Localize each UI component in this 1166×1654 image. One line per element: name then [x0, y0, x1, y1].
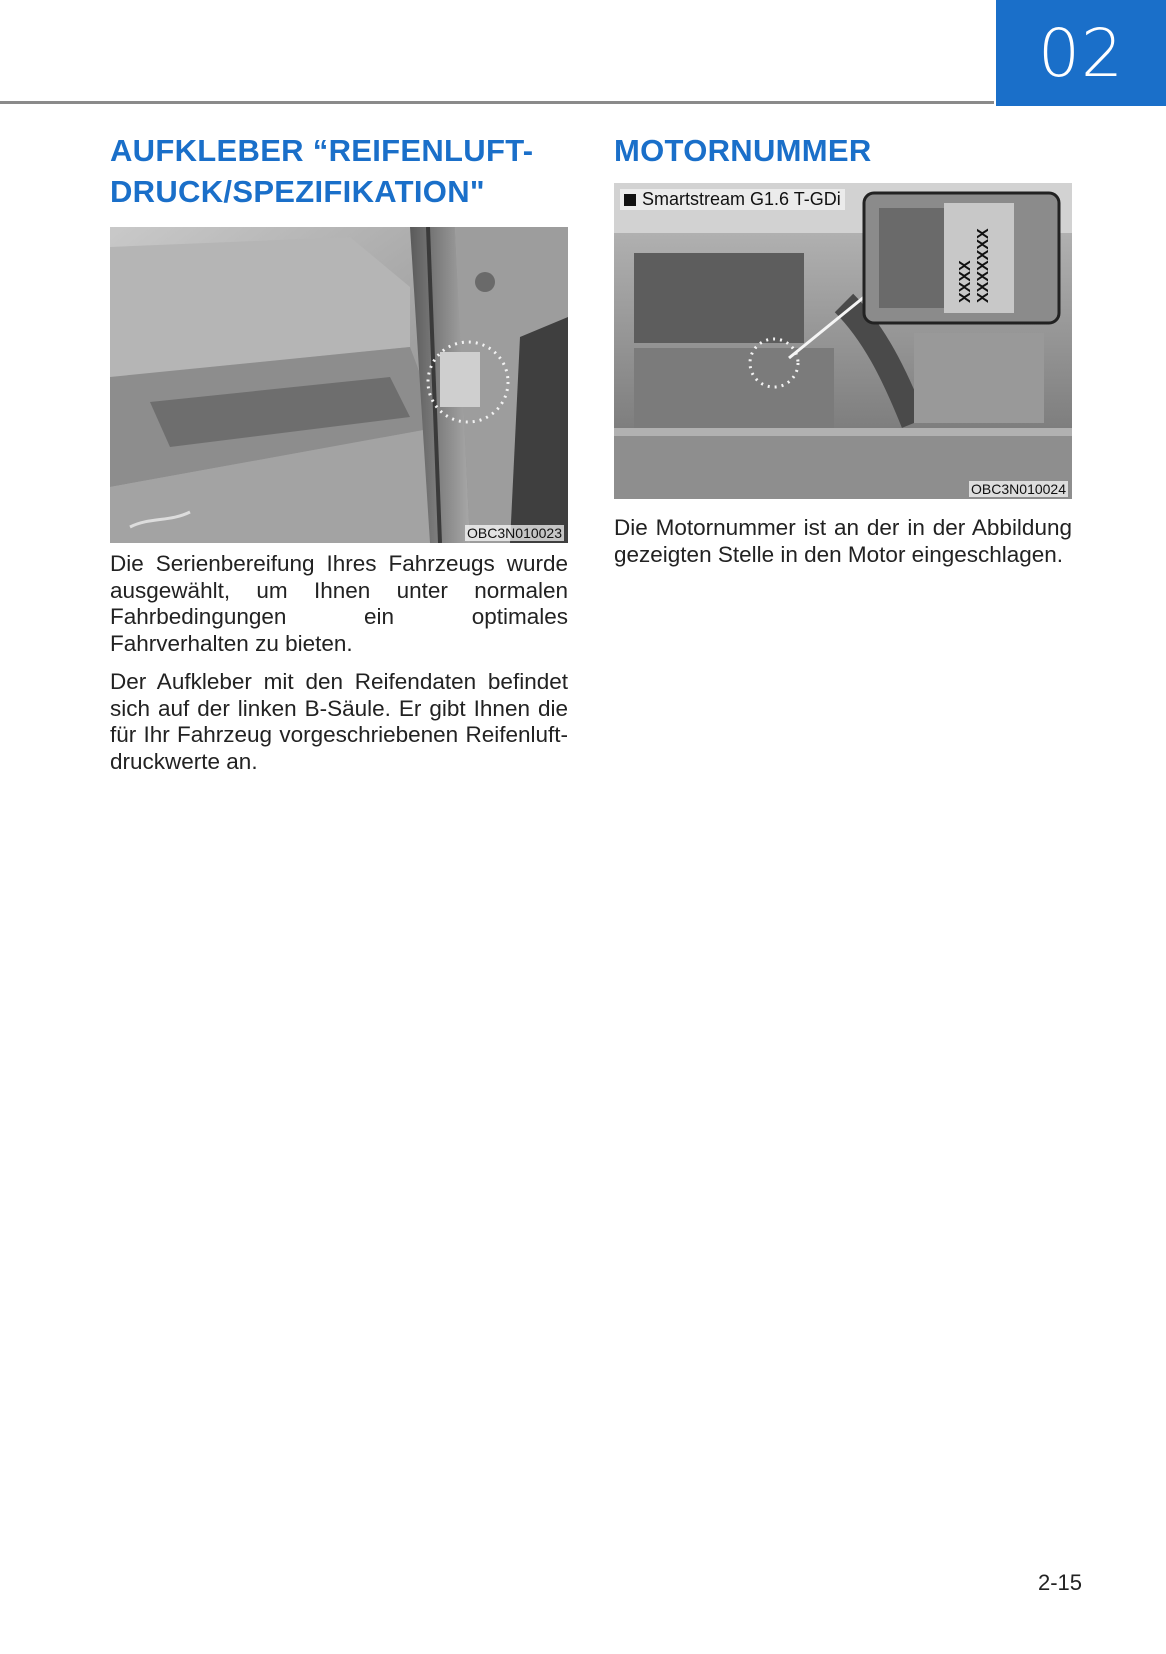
- engine-figure: [614, 183, 1072, 499]
- engine-stamp-line1: XXXX: [957, 260, 974, 303]
- engine-illustration: [614, 183, 1072, 499]
- engine-figure-code: OBC3N010024: [971, 481, 1066, 497]
- tire-paragraph-1: Die Serienbereifung Ihres Fahrzeugs wurde ausgewählt, um Ihnen unter normalen Fahrbedingungen ein optimales Fahrverhalten zu bieten.: [110, 551, 568, 656]
- b-pillar-illustration: [110, 227, 568, 543]
- engine-figure-caption: [620, 189, 845, 210]
- engine-number-body: [614, 515, 1072, 568]
- tire-label-heading-line1: AUFKLEBER “REIFENLUFT-: [110, 133, 534, 168]
- tire-figure-code: OBC3N010023: [467, 525, 562, 541]
- tire-label-heading: [110, 130, 568, 212]
- page-number: 2-15: [1037, 1570, 1082, 1595]
- engine-paragraph: Die Motornummer ist an der in der Abbildung gezeigten Stelle in den Motor eingeschlagen.: [614, 515, 1072, 567]
- engine-stamp-line2: XXXXXXX: [975, 228, 992, 303]
- chapter-tab: [996, 0, 1166, 106]
- header-rule: [0, 101, 994, 104]
- tire-paragraph-2: Der Aufkleber mit den Reifendaten befindet sich auf der linken B-Säule. Er gibt Ihnen die für Ihr Fahrzeug vorgeschriebenen Reifenluft- druckwerte an.: [110, 669, 568, 774]
- tire-label-body: [110, 551, 568, 775]
- tire-label-section: [110, 130, 568, 775]
- engine-number-heading: MOTORNUMMER: [614, 133, 872, 168]
- tire-label-heading-line2: DRUCK/SPEZIFIKATION": [110, 174, 485, 209]
- engine-caption-text: Smartstream G1.6 T-GDi: [642, 189, 841, 209]
- chapter-number: 02: [1038, 14, 1124, 92]
- square-bullet-icon: [624, 194, 636, 206]
- b-pillar-figure: [110, 227, 568, 543]
- engine-number-section: [614, 130, 1072, 568]
